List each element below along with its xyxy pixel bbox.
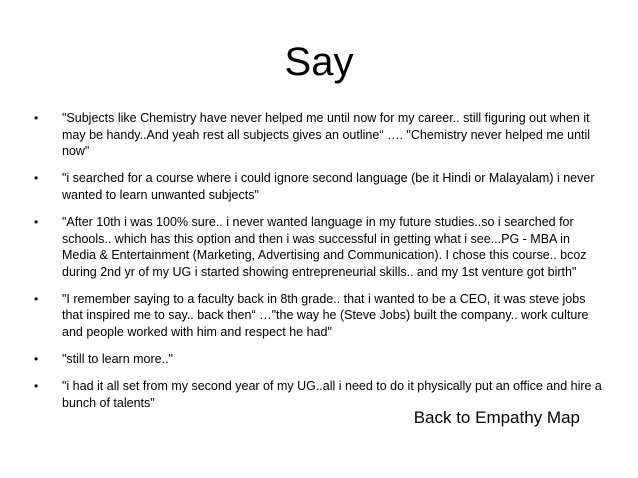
bullet-text: "still to learn more.." bbox=[62, 352, 173, 367]
back-to-empathy-map-link[interactable]: Back to Empathy Map bbox=[413, 408, 580, 427]
bullet-list bbox=[0, 110, 638, 422]
bullet-dot-icon: • bbox=[34, 352, 39, 367]
bullet-dot-icon: • bbox=[34, 214, 39, 229]
slide-title: Say bbox=[284, 40, 354, 84]
bullet-item bbox=[0, 214, 638, 280]
bullet-item bbox=[0, 351, 638, 368]
bullet-dot-icon: • bbox=[34, 291, 39, 306]
bullet-text: "After 10th i was 100% sure.. i never wanted language in my future studies..so i searched for schools.. which has this option and then i was successful in getting what i see...PG - MBA in Media & Entertainment (Marketing, Advertising and Communication). I chose this course.. bcoz during 2nd yr of my UG i started showing entrepreneurial skills.. and my 1st venture got birth" bbox=[62, 214, 587, 279]
bullet-text: "I remember saying to a faculty back in 8th grade.. that i wanted to be a CEO, it was steve jobs that inspired me to say.. back then“ …"the way he (Steve Jobs) built the company.. work culture and people worked with him and respect he had" bbox=[62, 291, 589, 340]
bullet-text: "i searched for a course where i could ignore second language (be it Hindi or Malayalam) i never wanted to learn unwanted subjects" bbox=[62, 171, 595, 202]
bullet-item bbox=[0, 110, 638, 160]
bullet-text: "Subjects like Chemistry have never helped me until now for my career.. still figuring out when it may be handy..And yeah rest all subjects gives an outline“ …. "Chemistry never helped me until now" bbox=[62, 111, 591, 159]
bullet-dot-icon: • bbox=[34, 379, 39, 394]
bullet-dot-icon: • bbox=[34, 111, 39, 125]
bullet-item bbox=[0, 170, 638, 203]
bullet-dot-icon: • bbox=[34, 171, 39, 186]
bullet-item bbox=[0, 291, 638, 341]
bullet-text: "i had it all set from my second year of my UG..all i need to do it physically put an office and hire a bunch of talents" bbox=[62, 379, 602, 410]
